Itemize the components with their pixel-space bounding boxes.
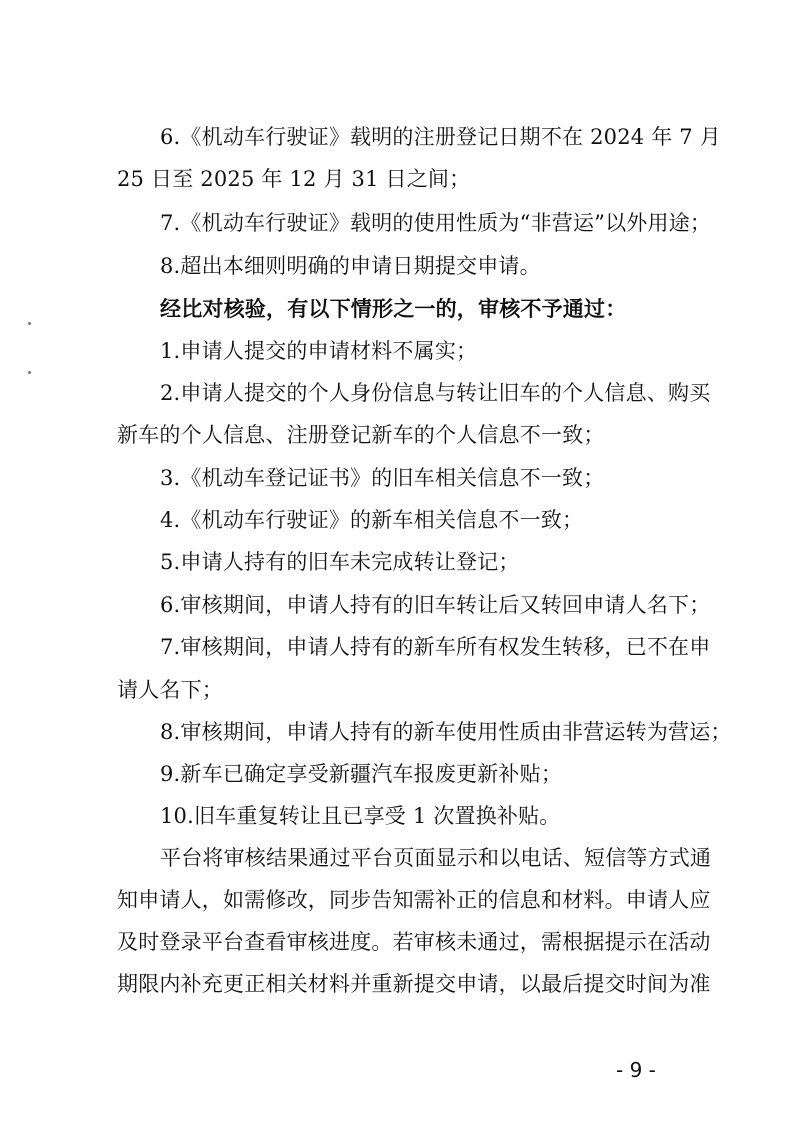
text-line-14: 请人名下； <box>117 678 223 702</box>
text-line-21: 期限内补充更正相关材料并重新提交申请，以最后提交时间为准 <box>117 972 711 996</box>
text-line-11: 5.申请人持有的旧车未完成转让登记； <box>160 550 520 574</box>
text-line-1: 6.《机动车行驶证》载明的注册登记日期不在 2024 年 7 月 <box>160 125 721 149</box>
text-line-9: 3.《机动车登记证书》的旧车相关信息不一致； <box>160 466 605 490</box>
text-line-3: 7.《机动车行驶证》载明的使用性质为“非营运”以外用途； <box>160 211 712 235</box>
text-line-7: 2.申请人提交的个人身份信息与转让旧车的个人信息、购买 <box>160 381 711 405</box>
text-line-16: 9.新车已确定享受新疆汽车报废更新补贴； <box>160 762 563 786</box>
scan-speck <box>28 322 31 325</box>
text-line-8: 新车的个人信息、注册登记新车的个人信息不一致； <box>117 423 605 447</box>
page-number: - 9 - <box>616 1058 656 1082</box>
text-line-15: 8.审核期间，申请人持有的新车使用性质由非营运转为营运； <box>160 720 732 744</box>
scan-speck <box>28 371 31 374</box>
text-line-13: 7.审核期间，申请人持有的新车所有权发生转移，已不在申 <box>160 635 711 659</box>
text-line-10: 4.《机动车行驶证》的新车相关信息不一致； <box>160 508 584 532</box>
text-line-19: 知申请人，如需修改，同步告知需补正的信息和材料。申请人应 <box>117 888 711 912</box>
text-line-12: 6.审核期间，申请人持有的旧车转让后又转回申请人名下； <box>160 593 711 617</box>
text-line-2: 25 日至 2025 年 12 月 31 日之间； <box>117 167 471 191</box>
text-line-20: 及时登录平台查看审核进度。若审核未通过，需根据提示在活动 <box>117 930 711 954</box>
text-line-17: 10.旧车重复转让且已享受 1 次置换补贴。 <box>160 804 561 828</box>
text-line-18: 平台将审核结果通过平台页面显示和以电话、短信等方式通 <box>160 846 712 870</box>
text-line-4: 8.超出本细则明确的申请日期提交申请。 <box>160 254 541 278</box>
text-line-6: 1.申请人提交的申请材料不属实； <box>160 339 478 363</box>
section-heading: 经比对核验，有以下情形之一的，审核不予通过： <box>160 297 627 321</box>
